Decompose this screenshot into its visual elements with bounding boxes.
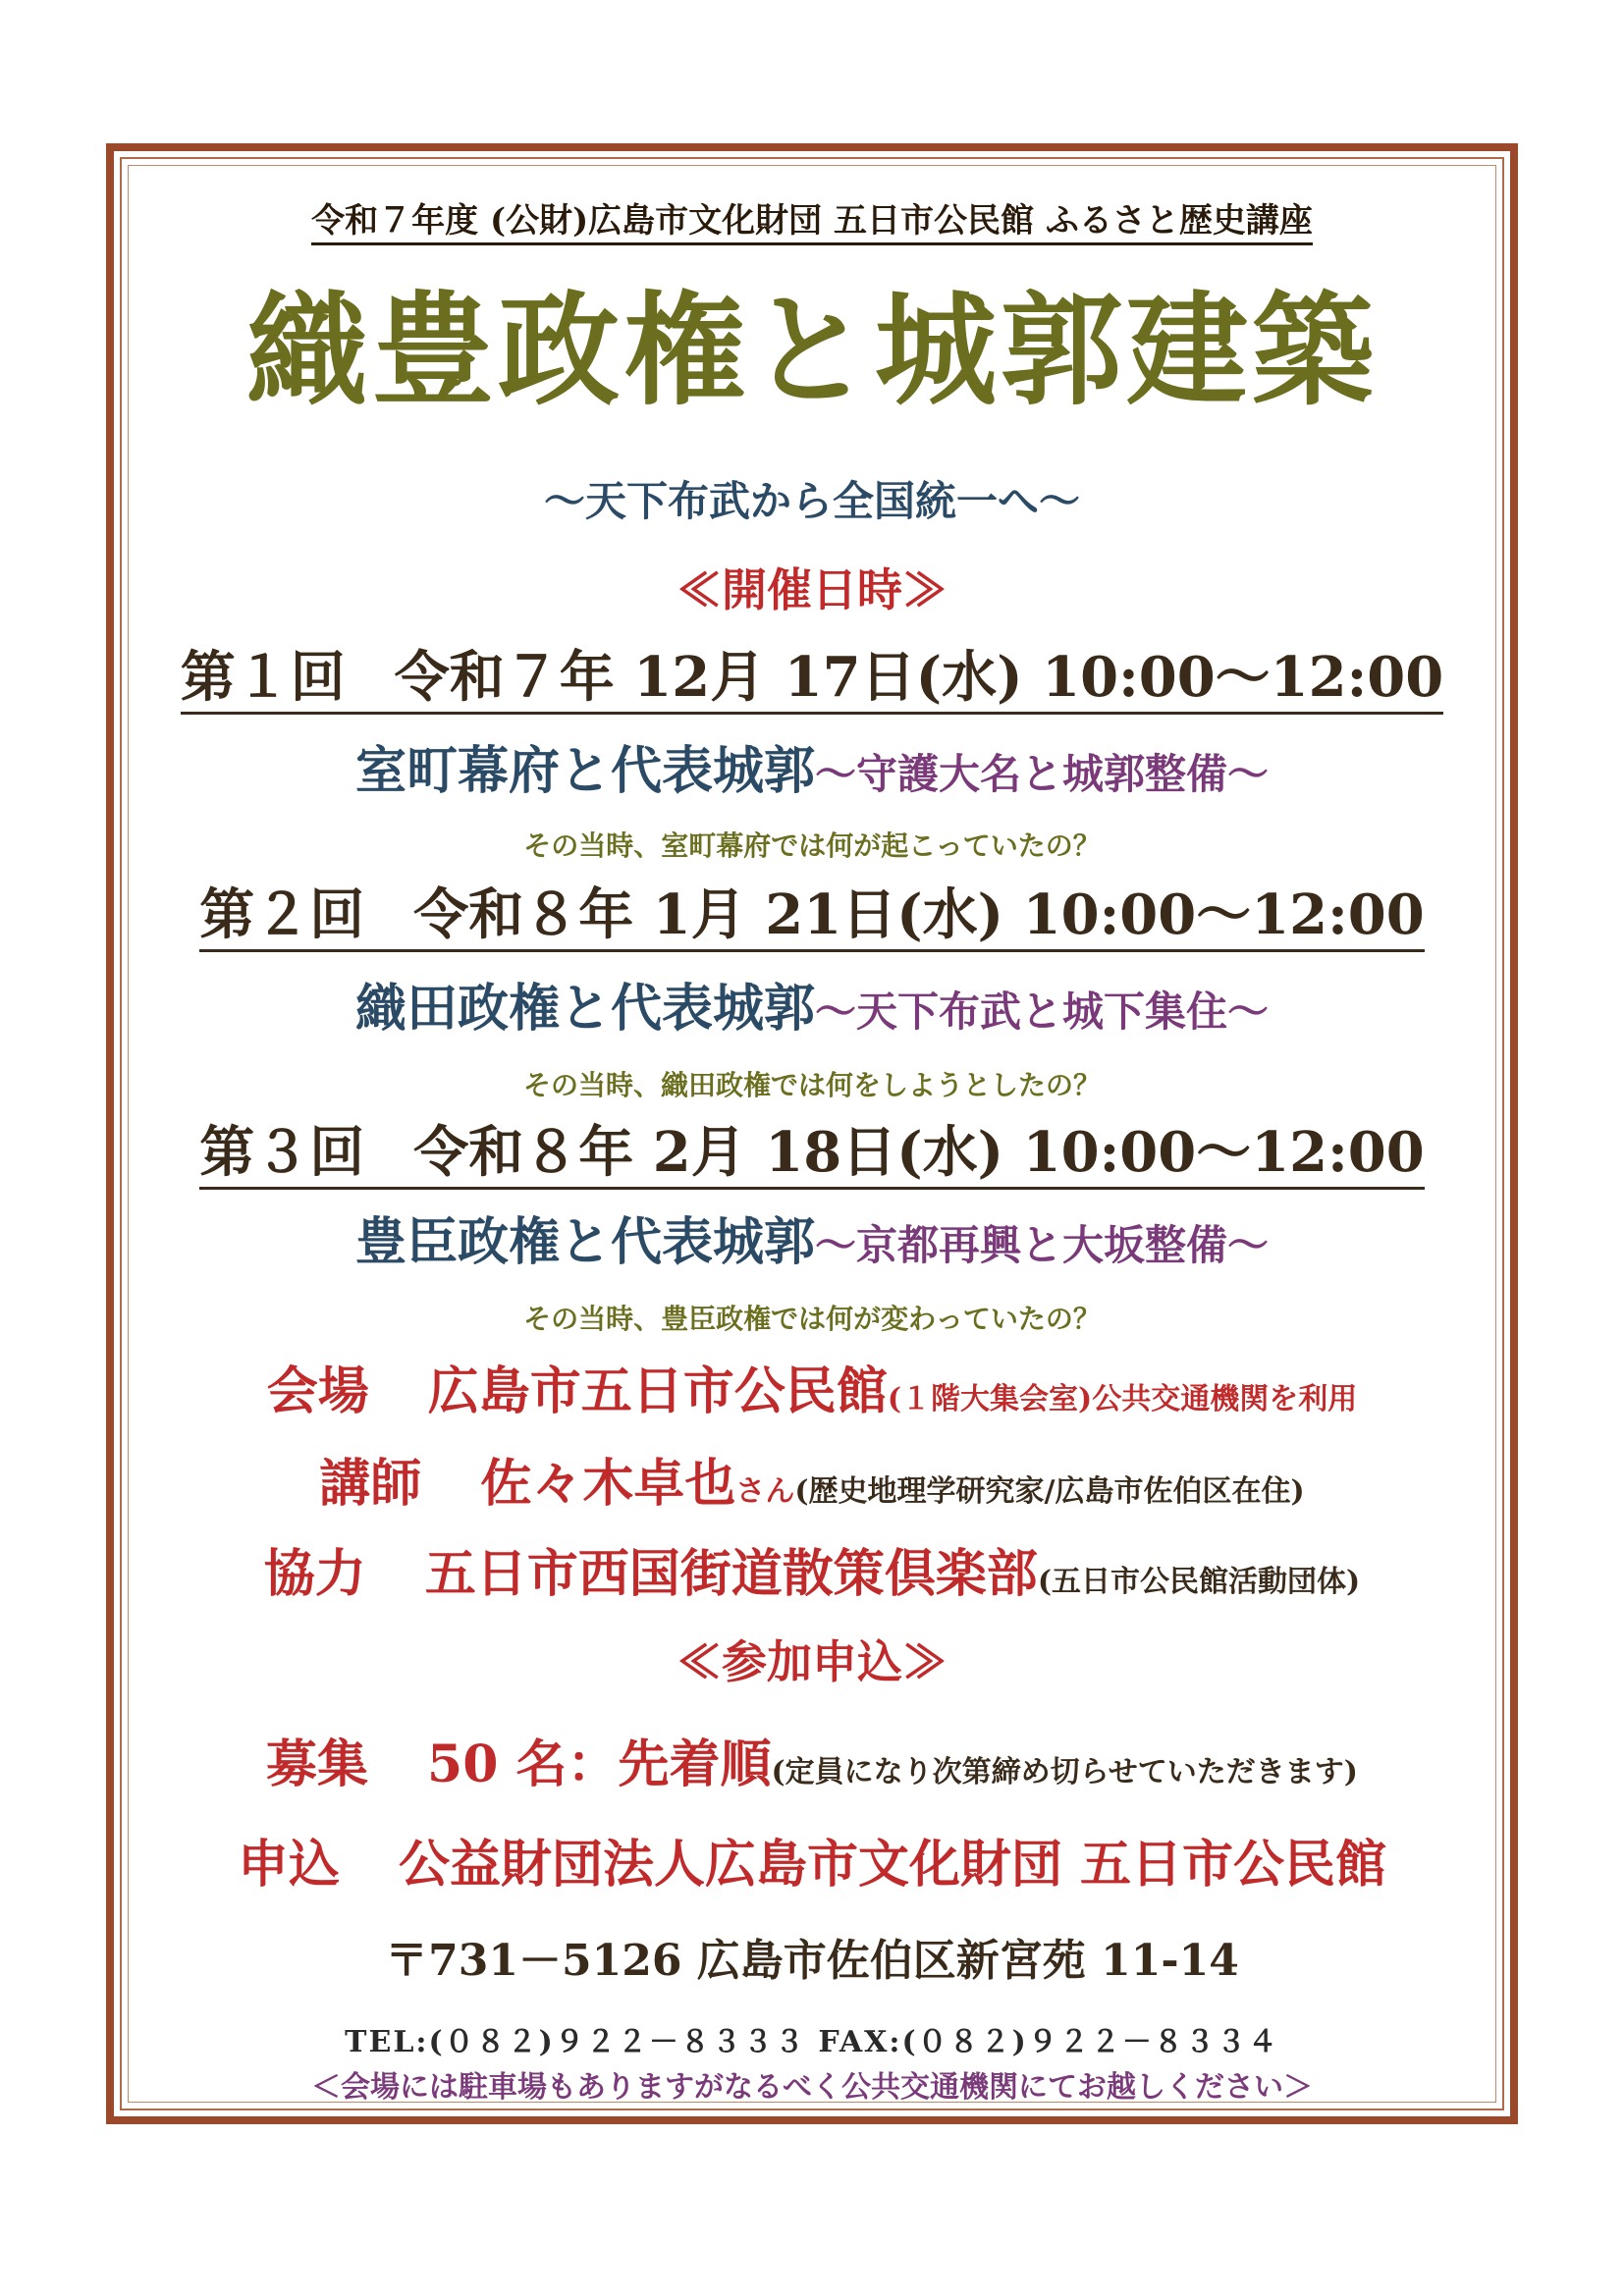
lecturer-row <box>137 1454 1487 1514</box>
session-2-topic-row <box>137 979 1487 1039</box>
recruit-detail: (定員になり次第締め切らせていただきます) <box>771 1755 1358 1789</box>
lecturer-detail: (歴史地理学研究家/広島市佐伯区在住) <box>794 1474 1305 1509</box>
session-3-datetime-text <box>199 1120 1424 1190</box>
session-2-subtopic: ～天下布武と城下集住～ <box>815 988 1270 1036</box>
session-1-subtopic: ～守護大名と城郭整備～ <box>815 750 1270 798</box>
session-2-datetime <box>137 882 1487 947</box>
venue-name: 広島市五日市公民館 <box>427 1362 888 1421</box>
apply-row <box>137 1835 1487 1895</box>
recruit-row <box>137 1735 1487 1794</box>
lecturer-name: 佐々木卓也 <box>480 1454 736 1514</box>
session-3-date: 令和８年 2月 18日(水) 10:00～12:00 <box>413 1120 1425 1185</box>
cooperation-name: 五日市西国街道散策倶楽部 <box>424 1544 1038 1604</box>
application-heading: ≪参加申込≫ <box>677 1635 947 1688</box>
session-3-subtopic: ～京都再興と大坂整備～ <box>815 1221 1270 1269</box>
session-1-label: 第１回 <box>180 645 346 710</box>
session-1-question: その当時、室町幕府では何が起こっていたの？ <box>523 829 1101 862</box>
session-3-label: 第３回 <box>199 1120 365 1185</box>
session-2-topic: 織田政権と代表城郭 <box>354 979 815 1039</box>
schedule-heading: ≪開催日時≫ <box>677 563 947 616</box>
apply-label: 申込 <box>237 1835 340 1895</box>
session-2-datetime-text <box>199 882 1424 952</box>
parking-note: ＜会場には駐車場もありますがなるべく公共交通機関にてお越しください＞ <box>311 2070 1313 2105</box>
session-1-datetime-text <box>181 645 1443 715</box>
session-3-topic: 豊臣政権と代表城郭 <box>354 1212 815 1272</box>
session-2-question: その当時、織田政権では何をしようとしたの？ <box>522 1069 1101 1101</box>
lecturer-honorific: さん <box>735 1474 795 1509</box>
venue-row <box>137 1362 1487 1421</box>
session-3-topic-row <box>137 1212 1487 1272</box>
lecturer-label: 講師 <box>319 1454 422 1514</box>
venue-label: 会場 <box>266 1362 369 1421</box>
session-1-topic-row <box>137 741 1487 801</box>
series-header <box>137 201 1487 240</box>
contact-numbers: TEL:(０８２)９２２－８３３３ FAX:(０８２)９２２－８３３４ <box>345 2025 1279 2059</box>
session-1-topic: 室町幕府と代表城郭 <box>354 741 815 801</box>
apply-org: 公益財団法人広島市文化財団 五日市公民館 <box>398 1835 1387 1895</box>
cooperation-detail: (五日市公民館活動団体) <box>1037 1565 1361 1599</box>
session-3-question: その当時、豊臣政権では何が変わっていたの？ <box>523 1303 1101 1335</box>
cooperation-label: 協力 <box>263 1544 366 1604</box>
lecture-title: 織豊政権と城郭建築 <box>245 280 1378 422</box>
recruit-value: 50 名：先着順 <box>427 1735 772 1794</box>
lecture-subtitle: ～天下布武から全国統一へ～ <box>543 477 1080 525</box>
recruit-label: 募集 <box>266 1735 369 1794</box>
session-2-date: 令和８年 1月 21日(水) 10:00～12:00 <box>413 882 1425 947</box>
venue-note: 公共交通機関を利用 <box>1092 1382 1358 1416</box>
venue-detail: (１階大集会室) <box>887 1382 1093 1416</box>
session-1-date: 令和７年 12月 17日(水) 10:00～12:00 <box>394 645 1444 710</box>
session-1-datetime <box>137 645 1487 710</box>
cooperation-row <box>137 1544 1487 1604</box>
series-header-text: 令和７年度 (公財)広島市文化財団 五日市公民館 ふるさと歴史講座 <box>311 201 1313 245</box>
address: 〒731－5126 広島市佐伯区新宮苑 11-14 <box>385 1936 1239 1986</box>
session-2-label: 第２回 <box>199 882 365 947</box>
session-3-datetime <box>137 1120 1487 1185</box>
